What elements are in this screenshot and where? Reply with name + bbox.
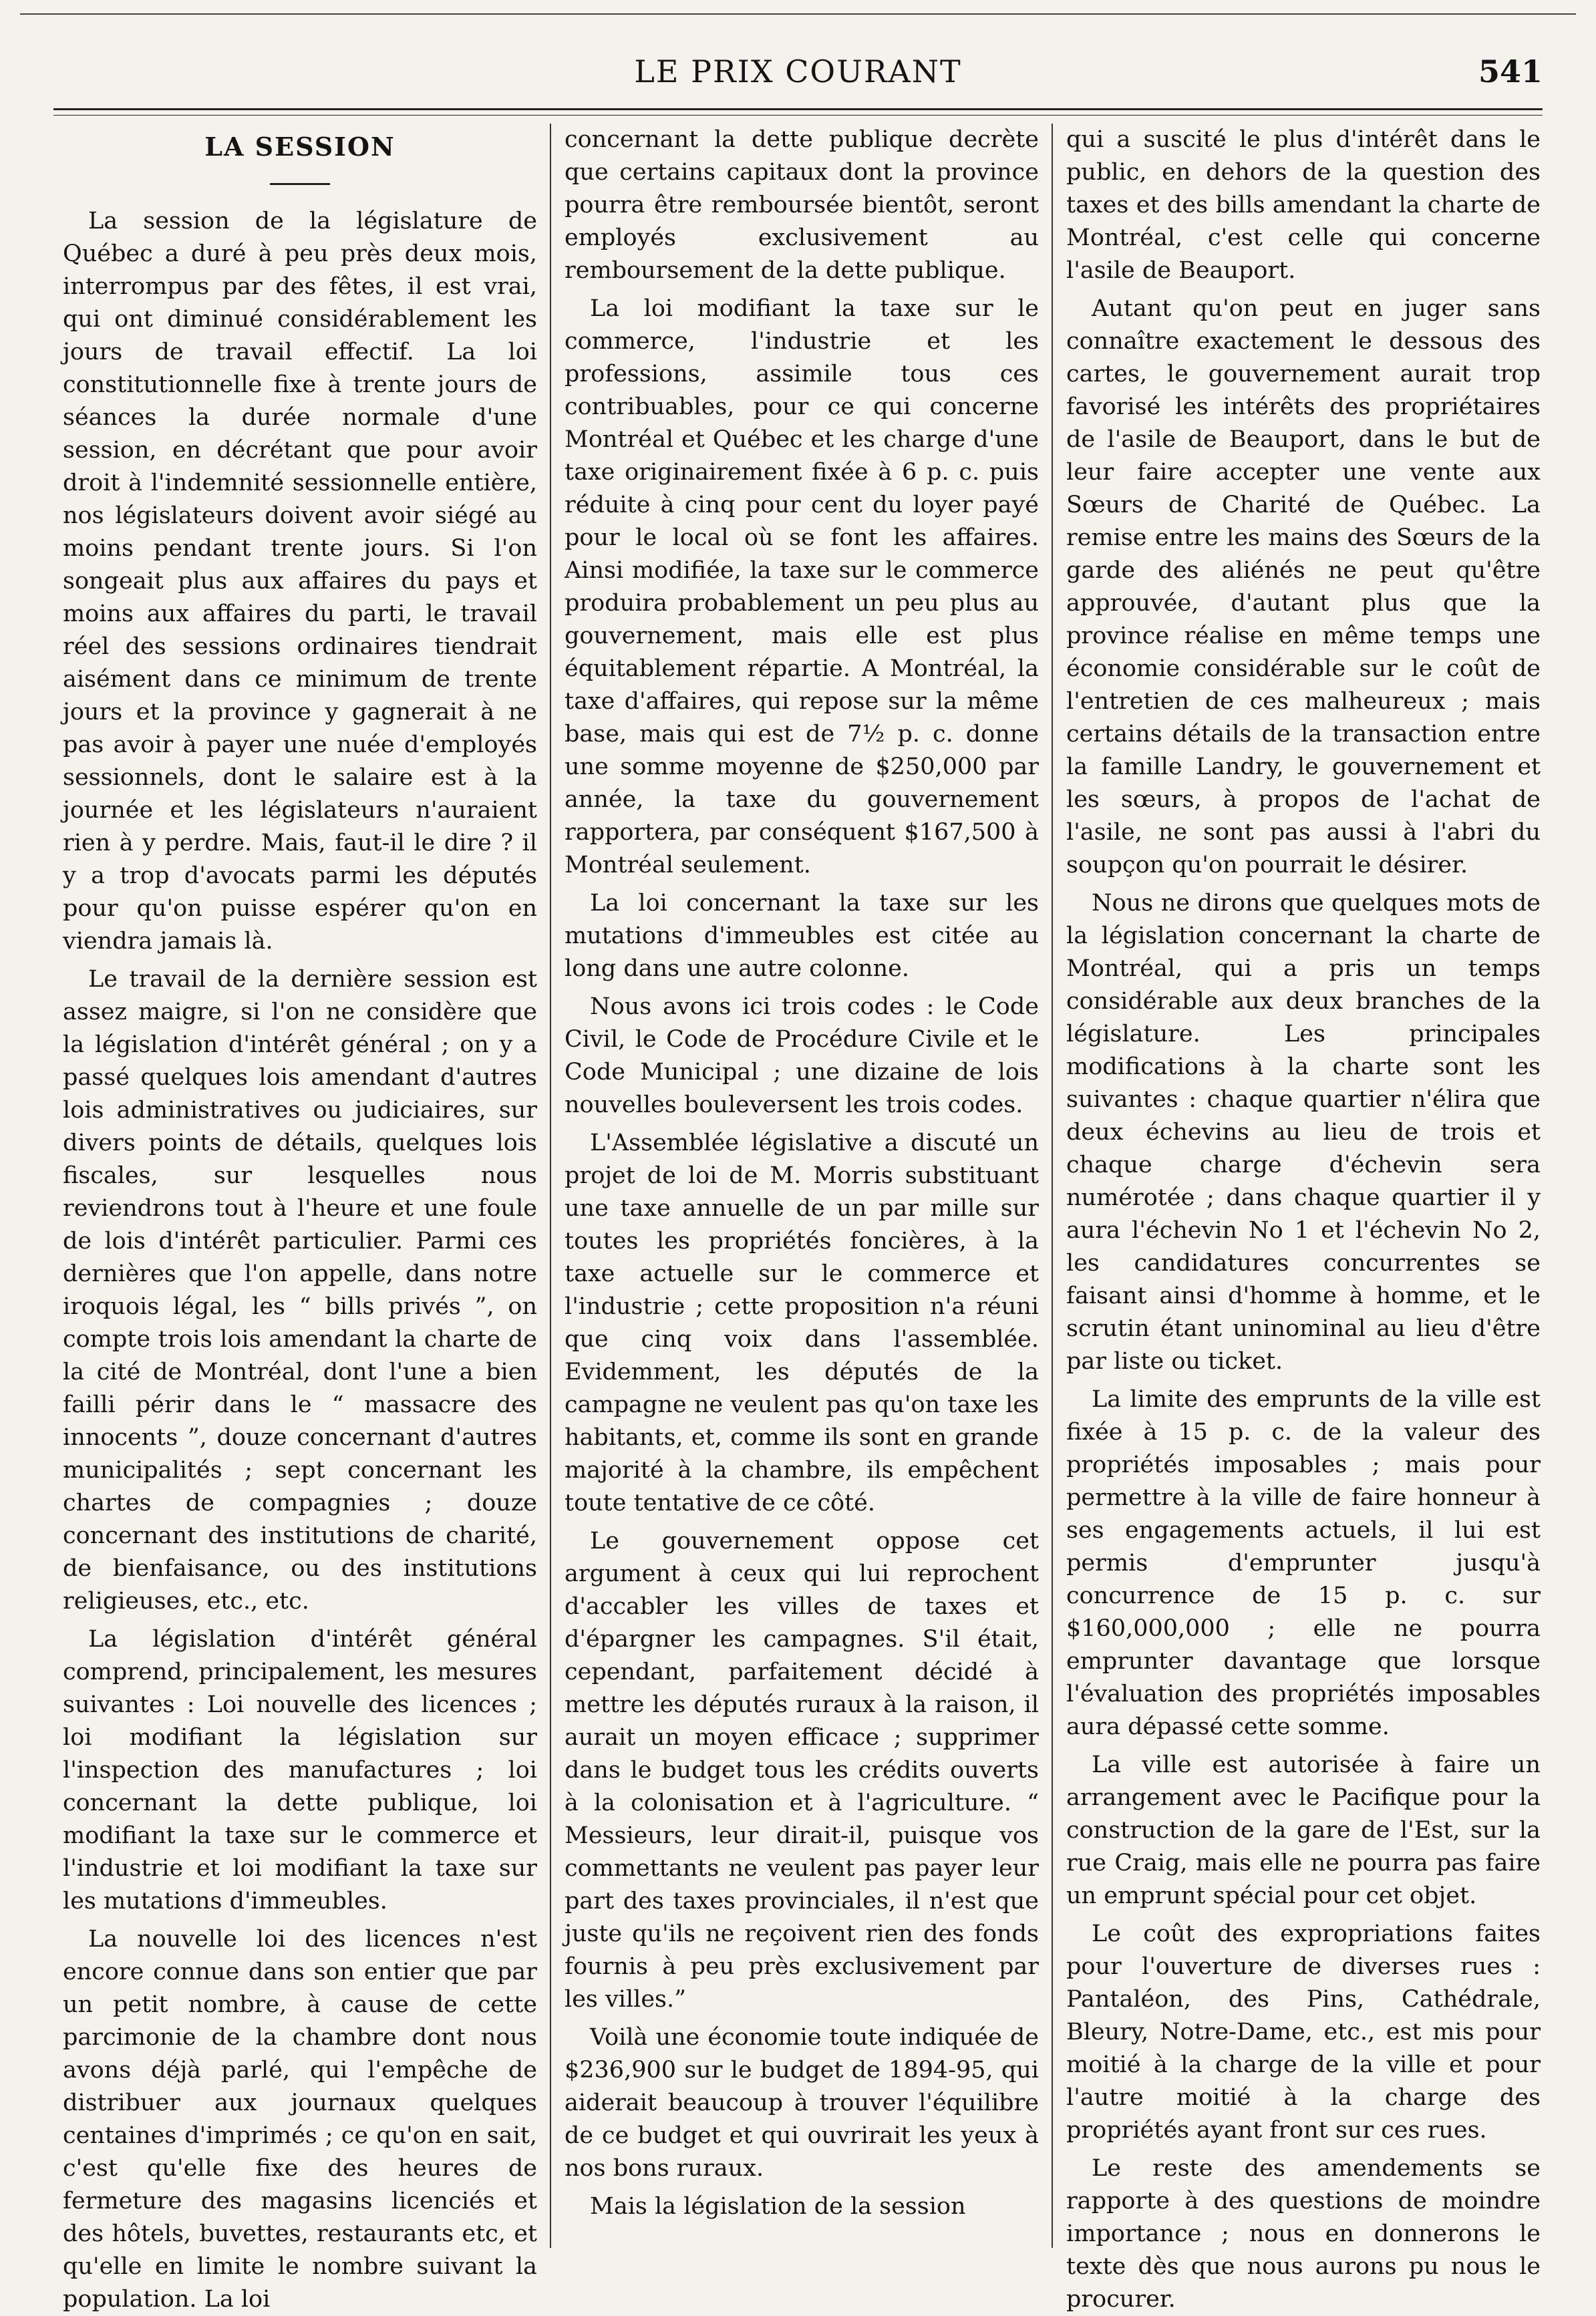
paragraph: La législation d'intérêt général comprend, principalement, les mesures suivantes : Loi nouvelle des licences ; loi modifiant la législation sur l'inspection des manufactures ; loi concernant la dette publique, loi modifiant la taxe sur le commerce et l'industrie et loi modifiant la taxe sur les mutations d'immeubles. <box>63 1626 537 1915</box>
paragraph: La limite des emprunts de la ville est fixée à 15 p. c. de la valeur des propriétés imposables ; mais pour permettre à la ville de faire honneur à ses engagements actuels, il lui est permis d'emprunter jusqu'à concurrence de 15 p. c. sur $160,000,000 ; elle ne pourra emprunter davantage que lorsque l'évaluation des propriétés imposables aura dépassé cette somme. <box>1066 1386 1541 1740</box>
paragraph: La loi concernant la taxe sur les mutations d'immeubles est citée au long dans une autre colonne. <box>565 890 1039 982</box>
paragraph: Nous ne dirons que quelques mots de la législation concernant la charte de Montréal, qui a pris un temps considérable aux deux branches de la législature. Les principales modifications à la charte sont les suivantes : chaque quartier n'élira que deux échevins au lieu de trois et chaque charge d'échevin sera numérotée ; dans chaque quartier il y aura l'échevin No 1 et l'échevin No 2, les candidatures concurrentes se faisant ainsi d'homme à homme, et le scrutin étant uninominal au lieu d'être par liste ou ticket. <box>1066 890 1541 1375</box>
paragraph: concernant la dette publique decrète que certains capitaux dont la province pourra être remboursée bientôt, seront employés exclusivement au remboursement de la dette publique. <box>565 126 1039 284</box>
paragraph: La nouvelle loi des licences n'est encore connue dans son entier que par un petit nombre, à cause de cette parcimonie de la chambre dont nous avons déjà parlé, qui l'empêche de distribuer aux journaux quelques centaines d'imprimés ; ce qu'on en sait, c'est qu'elle fixe des heures de fermeture des magasins licenciés et des hôtels, buvettes, restaurants etc, et qu'elle en limite le nombre suivant la population. La loi <box>63 1926 537 2313</box>
paragraph: La ville est autorisée à faire un arrangement avec le Pacifique pour la construction de la gare de l'Est, sur la rue Craig, mais elle ne pourra pas faire un emprunt spécial pour cet objet. <box>1066 1752 1541 1909</box>
paragraph: La session de la législature de Québec a duré à peu près deux mois, interrompus par des fêtes, il est vrai, qui ont diminué considérablement les jours de travail effectif. La loi constitutionnelle fixe à trente jours de séances la durée normale d'une session, en décrétant que pour avoir droit à l'indemnité sessionnelle entière, nos législateurs doivent avoir siégé au moins pendant trente jours. Si l'on songeait plus aux affaires du pays et moins aux affaires du parti, le travail réel des sessions ordinaires tiendrait aisément dans ce minimum de trente jours et la province y gagnerait à ne pas avoir à payer une nuée d'employés sessionnels, dont le salaire est à la journée et les législateurs n'auraient rien à y perdre. Mais, faut-il le dire ? il y a trop d'avocats parmi les députés pour qu'on puisse espérer qu'on en viendra jamais là. <box>63 208 537 955</box>
article-columns <box>56 124 1547 2313</box>
column-2 <box>558 124 1046 2248</box>
column-1 <box>56 124 544 2313</box>
header-rule-thin <box>53 115 1543 116</box>
column-3 <box>1060 124 1547 2313</box>
column-divider <box>544 124 558 2248</box>
paragraph: Le reste des amendements se rapporte à des questions de moindre importance ; nous en donnerons le texte dès que nous aurons pu nous le procurer. <box>1066 2155 1541 2313</box>
paragraph: Nous avons ici trois codes : le Code Civil, le Code de Procédure Civile et le Code Municipal ; une dizaine de lois nouvelles bouleversent les trois codes. <box>565 993 1039 1118</box>
column-divider <box>1046 124 1060 2248</box>
paragraph: Mais la législation de la session <box>590 2193 966 2220</box>
top-border <box>20 13 1576 15</box>
paragraph: Le travail de la dernière session est assez maigre, si l'on ne considère que la législation d'intérêt général ; on y a passé quelques lois amendant d'autres lois administratives ou judiciaires, sur divers points de détails, quelques lois fiscales, sur lesquelles nous reviendrons tout à l'heure et une foule de lois d'intérêt particulier. Parmi ces dernières que l'on appelle, dans notre iroquois légal, les “ bills privés ”, on compte trois lois amendant la charte de la cité de Montréal, dont l'une a bien failli périr dans le “ massacre des innocents ”, douze concernant d'autres municipalités ; sept concernant les chartes de compagnies ; douze concernant des institutions de charité, de bienfaisance, ou des institutions religieuses, etc., etc. <box>63 966 537 1615</box>
paragraph: La loi modifiant la taxe sur le commerce, l'industrie et les professions, assimile tous ces contribuables, pour ce qui concerne Montréal et Québec et les charge d'une taxe originairement fixée à 6 p. c. puis réduite à cinq pour cent du loyer payé pour le local où se font les affaires. Ainsi modifiée, la taxe sur le commerce produira probablement un peu plus au gouvernement, mais elle est plus équitablement répartie. A Montréal, la taxe d'affaires, qui repose sur la même base, mais qui est de 7½ p. c. donne une somme moyenne de $250,000 par année, la taxe du gouvernement rapportera, par conséquent $167,500 à Montréal seulement. <box>565 295 1039 878</box>
page-header <box>53 47 1543 107</box>
paragraph: Le gouvernement oppose cet argument à ceux qui lui reprochent d'accabler les villes de taxes et d'épargner les campagnes. S'il était, cependant, parfaitement décidé à mettre les députés ruraux à la raison, il aurait un moyen efficace ; supprimer dans le budget tous les crédits ouverts à la colonisation et à l'agriculture. “ Messieurs, leur dirait-il, puisque vos commettants ne veulent pas payer leur part des taxes provinciales, il n'est que juste qu'ils ne reçoivent rien des fonds fournis à peu près exclusivement par les villes.” <box>565 1528 1039 2013</box>
header-rule <box>53 108 1543 110</box>
paragraph: Autant qu'on peut en juger sans connaître exactement le dessous des cartes, le gouvernement aurait trop favorisé les intérêts des propriétaires de l'asile de Beauport, dans le but de leur faire accepter une vente aux Sœurs de Charité de Québec. La remise entre les mains des Sœurs de la garde des aliénés ne peut qu'être approuvée, d'autant plus que la province réalise en même temps une économie considérable sur le coût de l'entretien de ces malheureux ; mais certains détails de la transaction entre la famille Landry, le gouvernement et les sœurs, à propos de l'achat de l'asile, ne sont pas aussi à l'abri du soupçon qu'on pourrait le désirer. <box>1066 295 1541 878</box>
paragraph: Voilà une économie toute indiquée de $236,900 sur le budget de 1894-95, qui aiderait beaucoup à trouver l'équilibre de ce budget et qui ouvrirait les yeux à nos bons ruraux. <box>565 2024 1039 2182</box>
title-dash <box>270 183 330 185</box>
paragraph: Le coût des expropriations faites pour l'ouverture de diverses rues : Pantaléon, des Pins, Cathédrale, Bleury, Notre-Dame, etc., est mis pour moitié à la charge de la ville et pour l'autre moitié à la charge des propriétés ayant front sur ces rues. <box>1066 1921 1541 2144</box>
paragraph: qui a suscité le plus d'intérêt dans le public, en dehors de la question des taxes et des bills amendant la charte de Montréal, c'est celle qui concerne l'asile de Beauport. <box>1066 126 1541 284</box>
journal-title: LE PRIX COURANT <box>634 53 962 90</box>
article-title: LA SESSION <box>204 132 395 162</box>
page-number: 541 <box>1478 53 1543 90</box>
paragraph: L'Assemblée législative a discuté un projet de loi de M. Morris substituant une taxe annuelle de un par mille sur toutes les propriétés foncières, à la taxe actuelle sur le commerce et l'industrie ; cette proposition n'a réuni que cinq voix dans l'assemblée. Evidemment, les députés de la campagne ne veulent pas qu'on taxe les habitants, et, comme ils sont en grande majorité à la chambre, ils empêchent toute tentative de ce côté. <box>565 1130 1039 1516</box>
